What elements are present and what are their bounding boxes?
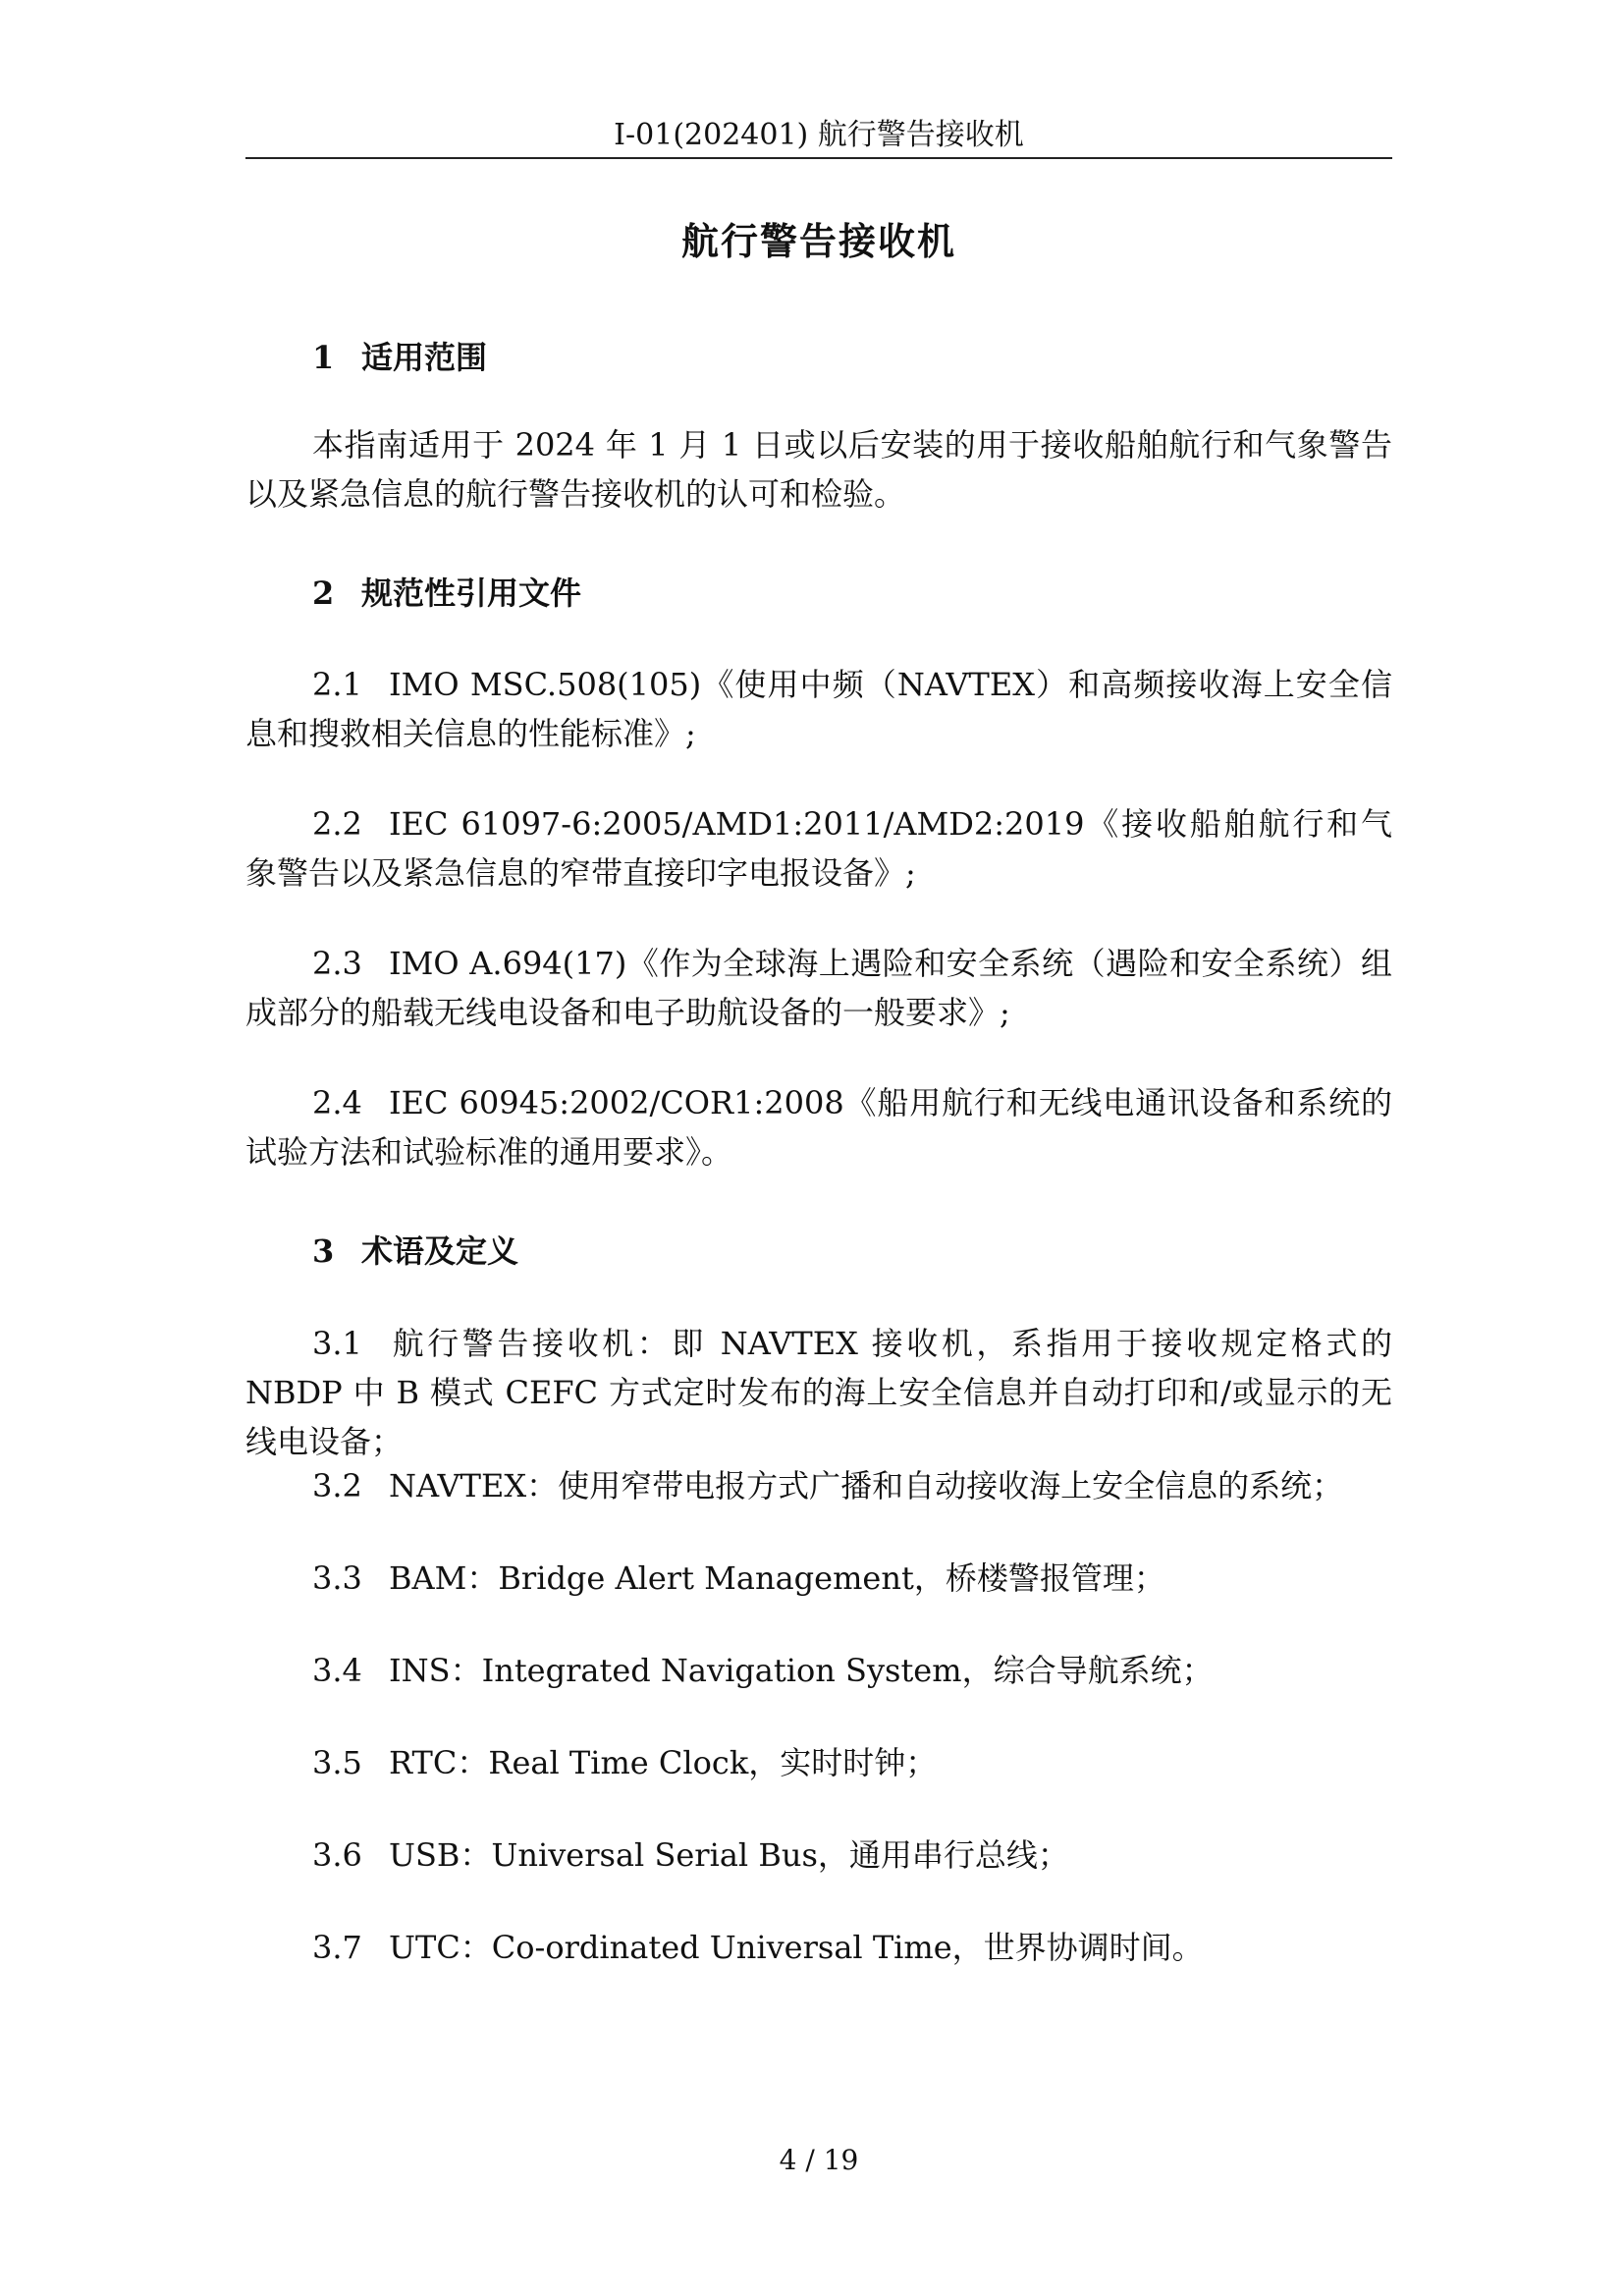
section-number: 3: [312, 1232, 335, 1270]
section-number: 2: [312, 574, 335, 612]
item-text: RTC：Real Time Clock，实时时钟；: [389, 1744, 938, 1781]
section-number: 1: [312, 339, 335, 376]
item-text: IEC 61097-6:2005/AMD1:2011/AMD2:2019《接收船舶航行和气象警告以及紧急信息的窄带直接印字电报设备》;: [245, 805, 1392, 892]
item-number: 2.2: [312, 805, 362, 843]
section-1-paragraph: 本指南适用于 2024 年 1 月 1 日或以后安装的用于接收船舶航行和气象警告以及紧急信息的航行警告接收机的认可和检验。: [245, 426, 1392, 513]
reference-item: [245, 939, 1392, 1037]
section-title: 规范性引用文件: [361, 574, 582, 612]
section-1-heading: [312, 334, 487, 381]
item-text: INS：Integrated Navigation System，综合导航系统；: [389, 1652, 1214, 1689]
definition-item: [312, 1923, 1204, 1972]
item-text: NAVTEX：使用窄带电报方式广播和自动接收海上安全信息的系统；: [389, 1467, 1344, 1504]
section-3-heading: [312, 1228, 518, 1275]
item-number: 3.1: [312, 1325, 362, 1362]
item-number: 2.1: [312, 666, 362, 703]
definition-item: [312, 1831, 1069, 1880]
section-2-heading: [312, 570, 581, 617]
item-text: USB：Universal Serial Bus，通用串行总线；: [389, 1836, 1069, 1874]
reference-item: [245, 1078, 1392, 1176]
definition-item: [245, 1319, 1392, 1466]
item-text: 航行警告接收机：即 NAVTEX 接收机，系指用于接收规定格式的 NBDP 中 B 模式 CEFC 方式定时发布的海上安全信息并自动打印和/或显示的无线电设备；: [245, 1325, 1392, 1460]
definition-item: [312, 1554, 1165, 1603]
section-title: 术语及定义: [361, 1232, 519, 1270]
item-number: 3.6: [312, 1836, 362, 1874]
item-text: IMO MSC.508(105)《使用中频（NAVTEX）和高频接收海上安全信息和搜救相关信息的性能标准》;: [245, 666, 1392, 752]
item-number: 3.4: [312, 1652, 362, 1689]
item-number: 3.5: [312, 1744, 362, 1781]
running-header: I-01(202401) 航行警告接收机: [614, 118, 1024, 152]
item-number: 2.4: [312, 1084, 362, 1121]
item-text: IMO A.694(17)《作为全球海上遇险和安全系统（遇险和安全系统）组成部分的船载无线电设备和电子助航设备的一般要求》;: [245, 945, 1392, 1031]
item-text: IEC 60945:2002/COR1:2008《船用航行和无线电通讯设备和系统的试验方法和试验标准的通用要求》。: [245, 1084, 1392, 1171]
header-rule: [245, 157, 1392, 159]
page-number: 4 / 19: [779, 2144, 859, 2176]
reference-item: [245, 799, 1392, 898]
item-number: 3.2: [312, 1467, 362, 1504]
item-text: BAM：Bridge Alert Management，桥楼警报管理；: [389, 1559, 1165, 1597]
item-number: 2.3: [312, 945, 362, 982]
document-title: 航行警告接收机: [680, 219, 956, 263]
item-number: 3.7: [312, 1929, 362, 1966]
item-number: 3.3: [312, 1559, 362, 1597]
definition-item: [312, 1738, 937, 1787]
reference-item: [245, 660, 1392, 758]
definition-item: [312, 1646, 1214, 1695]
definition-item: [312, 1461, 1343, 1510]
item-text: UTC：Co-ordinated Universal Time，世界协调时间。: [389, 1929, 1204, 1966]
section-title: 适用范围: [361, 339, 488, 376]
